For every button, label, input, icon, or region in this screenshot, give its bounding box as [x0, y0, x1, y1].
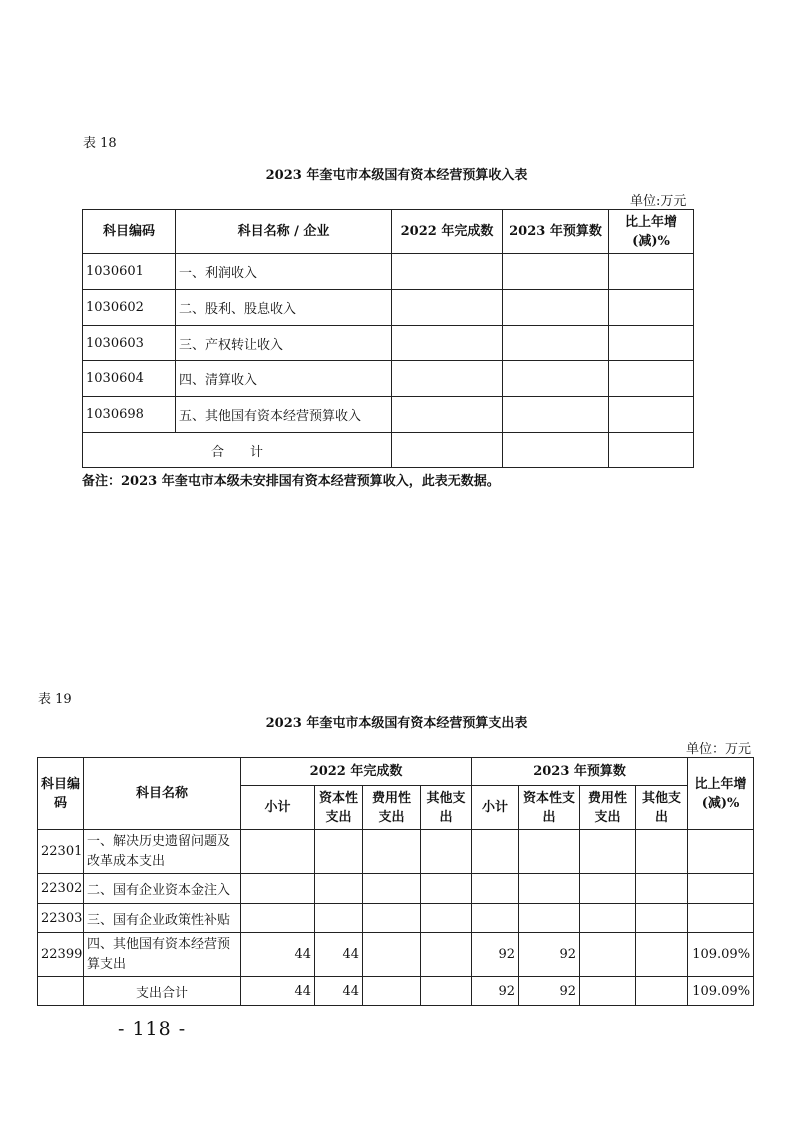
t19-sub-capital-2022: 资本性支出 — [315, 786, 363, 830]
total-2022 — [392, 433, 503, 468]
cell — [421, 977, 472, 1006]
row-pct — [609, 397, 694, 433]
cell: 44 — [241, 977, 315, 1006]
t19-sub-subtotal-2022: 小计 — [241, 786, 315, 830]
cell — [241, 874, 315, 904]
table-total-row — [38, 977, 754, 1006]
cell — [472, 904, 519, 933]
cell: 92 — [472, 977, 519, 1006]
table-18-title: 2023 年奎屯市本级国有资本经营预算收入表 — [265, 168, 528, 183]
row-name: 三、国有企业政策性补贴 — [84, 904, 241, 933]
row-2022 — [392, 397, 503, 433]
row-code: 22303 — [38, 904, 84, 933]
row-name: 四、其他国有资本经营预算支出 — [84, 933, 241, 977]
table-row — [83, 397, 694, 433]
cell: 92 — [472, 933, 519, 977]
cell — [421, 904, 472, 933]
total-label: 合 计 — [83, 433, 392, 468]
t18-header-2023: 2023 年预算数 — [503, 210, 609, 254]
row-2023 — [503, 326, 609, 361]
cell — [580, 933, 636, 977]
total-label: 支出合计 — [84, 977, 241, 1006]
row-name: 二、股利、股息收入 — [176, 290, 392, 326]
cell — [472, 874, 519, 904]
row-2022 — [392, 290, 503, 326]
cell — [580, 830, 636, 874]
table-row — [38, 933, 754, 977]
cell — [363, 933, 421, 977]
row-2022 — [392, 361, 503, 397]
table-row — [83, 254, 694, 290]
row-pct — [609, 361, 694, 397]
t19-header-name: 科目名称 — [84, 758, 241, 830]
table-row — [38, 830, 754, 874]
cell — [363, 904, 421, 933]
table-row — [83, 326, 694, 361]
table-18-note: 备注：2023 年奎屯市本级未安排国有资本经营预算收入，此表无数据。 — [82, 474, 500, 489]
row-name: 二、国有企业资本金注入 — [84, 874, 241, 904]
row-pct — [688, 874, 754, 904]
row-code: 22302 — [38, 874, 84, 904]
cell: 44 — [315, 977, 363, 1006]
row-pct: 109.09% — [688, 933, 754, 977]
t19-header-2023: 2023 年预算数 — [472, 758, 688, 786]
row-pct — [688, 830, 754, 874]
table-19-unit: 单位：万元 — [686, 742, 752, 757]
table-row — [83, 361, 694, 397]
cell: 44 — [241, 933, 315, 977]
t19-sub-subtotal-2023: 小计 — [472, 786, 519, 830]
row-code: 22301 — [38, 830, 84, 874]
row-name: 三、产权转让收入 — [176, 326, 392, 361]
table-18-unit: 单位:万元 — [630, 194, 687, 209]
cell — [636, 977, 688, 1006]
cell — [580, 977, 636, 1006]
row-2022 — [392, 254, 503, 290]
table-row — [38, 904, 754, 933]
t19-header-code: 科目编码 — [38, 758, 84, 830]
t19-sub-capital-2023: 资本性支出 — [519, 786, 580, 830]
row-pct — [609, 326, 694, 361]
t18-header-code: 科目编码 — [83, 210, 176, 254]
row-pct — [609, 254, 694, 290]
cell — [636, 904, 688, 933]
row-2023 — [503, 397, 609, 433]
row-name: 一、利润收入 — [176, 254, 392, 290]
row-code: 22399 — [38, 933, 84, 977]
table-19-label: 表 19 — [38, 692, 72, 707]
cell — [472, 830, 519, 874]
t19-sub-other-2023: 其他支出 — [636, 786, 688, 830]
cell — [363, 874, 421, 904]
t19-header-pct: 比上年增(减)% — [688, 758, 754, 830]
t19-header-2022: 2022 年完成数 — [241, 758, 472, 786]
total-pct — [609, 433, 694, 468]
cell — [636, 830, 688, 874]
cell — [519, 874, 580, 904]
cell — [315, 830, 363, 874]
cell — [636, 933, 688, 977]
row-name: 五、其他国有资本经营预算收入 — [176, 397, 392, 433]
page-number: - 118 - — [118, 1018, 187, 1040]
cell — [421, 874, 472, 904]
total-code — [38, 977, 84, 1006]
table-18 — [82, 209, 694, 468]
cell — [636, 874, 688, 904]
row-2023 — [503, 290, 609, 326]
row-2023 — [503, 361, 609, 397]
cell: 92 — [519, 977, 580, 1006]
t19-sub-expense-2023: 费用性支出 — [580, 786, 636, 830]
row-2023 — [503, 254, 609, 290]
t19-sub-expense-2022: 费用性支出 — [363, 786, 421, 830]
t18-header-name: 科目名称 / 企业 — [176, 210, 392, 254]
table-row — [83, 290, 694, 326]
table-19-title: 2023 年奎屯市本级国有资本经营预算支出表 — [265, 716, 528, 731]
table-18-label: 表 18 — [83, 136, 117, 151]
cell — [363, 977, 421, 1006]
cell: 44 — [315, 933, 363, 977]
cell — [519, 830, 580, 874]
cell — [421, 830, 472, 874]
row-pct — [609, 290, 694, 326]
t18-header-2022: 2022 年完成数 — [392, 210, 503, 254]
total-pct: 109.09% — [688, 977, 754, 1006]
cell — [519, 904, 580, 933]
row-code: 1030601 — [83, 254, 176, 290]
row-name: 四、清算收入 — [176, 361, 392, 397]
cell — [315, 874, 363, 904]
row-name: 一、解决历史遗留问题及改革成本支出 — [84, 830, 241, 874]
t18-header-pct: 比上年增(减)% — [609, 210, 694, 254]
row-code: 1030698 — [83, 397, 176, 433]
cell — [580, 904, 636, 933]
cell — [363, 830, 421, 874]
cell: 92 — [519, 933, 580, 977]
cell — [241, 830, 315, 874]
t19-sub-other-2022: 其他支出 — [421, 786, 472, 830]
cell — [241, 904, 315, 933]
row-code: 1030604 — [83, 361, 176, 397]
table-19 — [37, 757, 754, 1006]
table-row — [38, 874, 754, 904]
row-2022 — [392, 326, 503, 361]
row-code: 1030602 — [83, 290, 176, 326]
table-total-row — [83, 433, 694, 468]
row-code: 1030603 — [83, 326, 176, 361]
cell — [315, 904, 363, 933]
cell — [421, 933, 472, 977]
row-pct — [688, 904, 754, 933]
cell — [580, 874, 636, 904]
total-2023 — [503, 433, 609, 468]
